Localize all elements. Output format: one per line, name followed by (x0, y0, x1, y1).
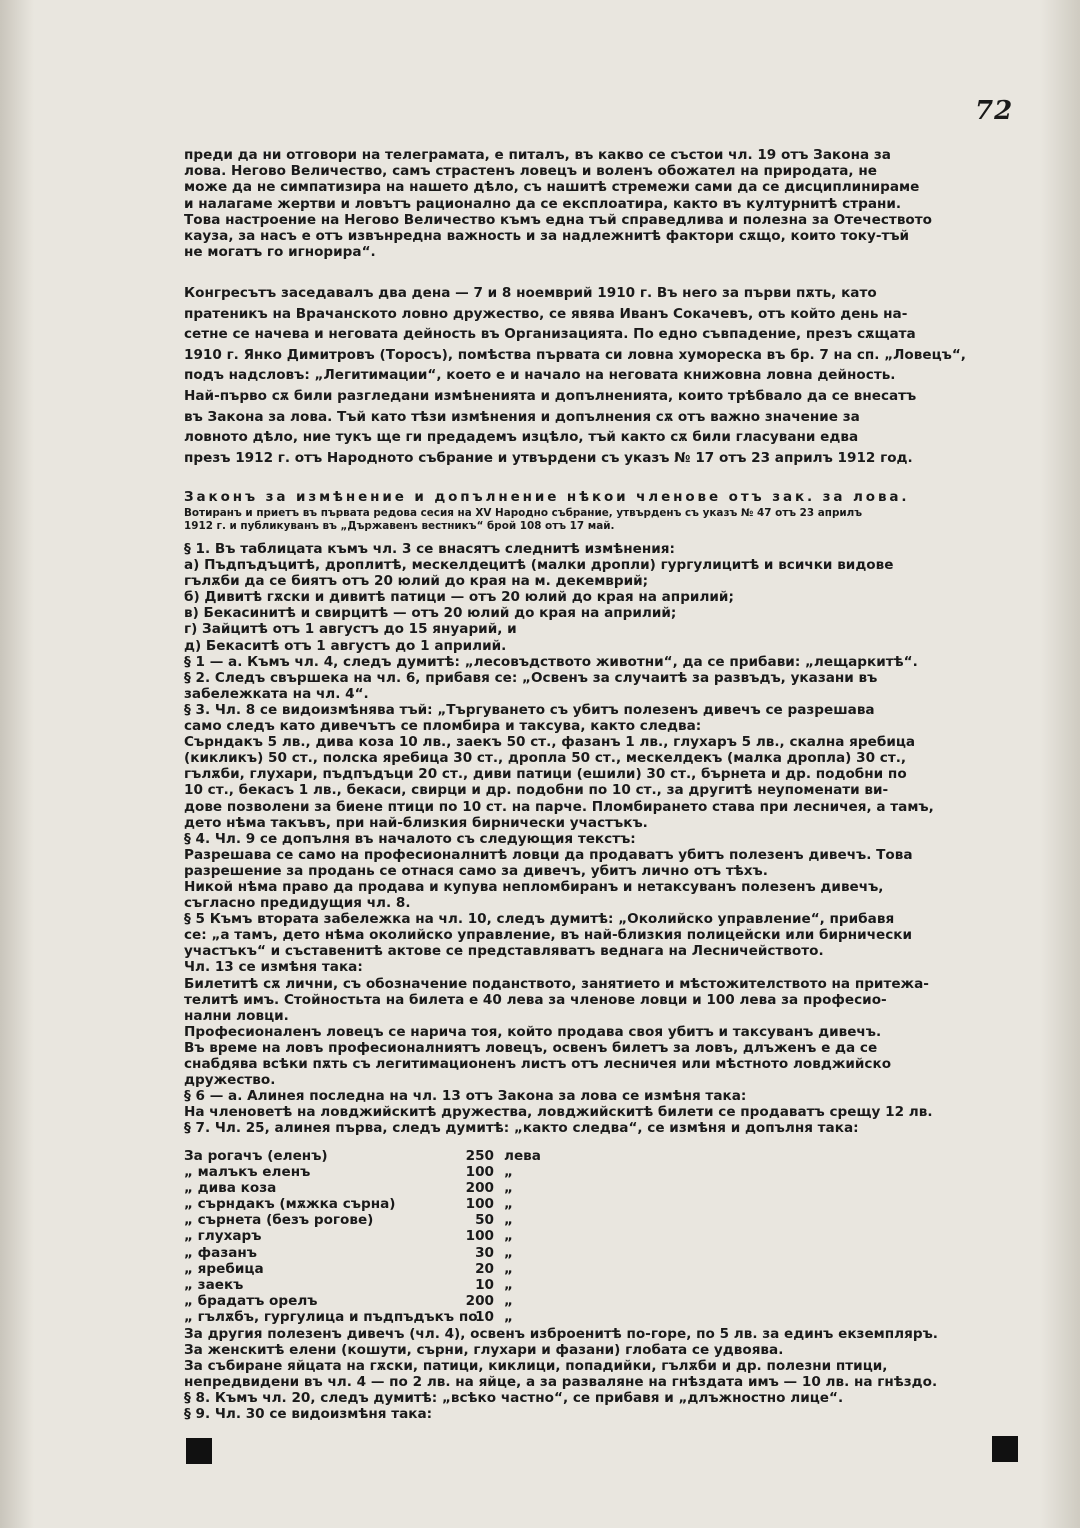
fee-unit: „ (504, 1164, 513, 1181)
text-line: лова. Негово Величество, самъ страстенъ ловецъ и воленъ обожател на природата, не (184, 163, 877, 180)
fee-row (184, 1309, 1014, 1325)
law-line: § 1 — а. Къмъ чл. 4, следъ думитѣ: „лесовъдството животни“, да се прибави: „лещаркитѣ“. (184, 653, 918, 670)
law-line: § 6 — а. Алинея последна на чл. 13 отъ Закона за лова се измѣня така: (184, 1088, 747, 1105)
law-line: (кикликъ) 50 ст., полска яребица 30 ст., дропла 50 ст., мескелдекъ (малка дропла) 30 ст., (184, 750, 907, 767)
text-line: 1910 г. Янко Димитровъ (Торосъ), помѣства първата си ловна хумореска въ бр. 7 на сп. „Ловецъ“, (184, 346, 966, 363)
law-line: се: „а тамъ, дето нѣма околийско управление, въ най-близкия полицейски или бирнически (184, 927, 913, 944)
law-line: § 8. Къмъ чл. 20, следъ думитѣ: „всѣко частно“, се прибавя и „длъжностно лице“. (184, 1390, 844, 1407)
text-line: Конгресътъ заседавалъ два дена — 7 и 8 ноемврий 1910 г. Въ него за първи пѫть, като (184, 285, 877, 301)
page-edge-left (0, 0, 34, 1528)
fee-value: 200 (465, 1292, 494, 1309)
law-line: гълѫби да се биятъ отъ 20 юлий до края на м. декемврий; (184, 573, 649, 590)
fee-table (184, 1148, 1014, 1325)
fee-name: „ глухаръ (184, 1228, 262, 1245)
fee-row (184, 1261, 1014, 1277)
law-line: б) Дивитѣ гѫски и дивитѣ патици — отъ 20 юлий до края на априлий; (184, 589, 734, 606)
fee-unit: „ (504, 1212, 513, 1229)
fee-unit: „ (504, 1292, 513, 1309)
fee-value: 50 (475, 1212, 494, 1229)
text-line: подъ надсловъ: „Легитимации“, което е и начало на неговата книжовна ловна дейность. (184, 367, 896, 384)
fee-name: „ брадатъ орелъ (184, 1292, 318, 1309)
fee-name: „ заекъ (184, 1276, 244, 1293)
law-line: телитѣ имъ. Стойностьта на билета е 40 лева за членове ловци и 100 лева за професио- (184, 991, 887, 1008)
fee-name: За рогачъ (еленъ) (184, 1148, 328, 1164)
text-line: сетне се начева и неговата дейность въ Организацията. По едно съвпадение, презъ сѫщата (184, 326, 916, 343)
law-line: За женскитѣ елени (кошути, сърни, глухари и фазани) глобата се удвоява. (184, 1342, 784, 1359)
law-line: § 2. Следъ свършека на чл. 6, прибавя се: „Освенъ за случаитѣ за развъдъ, указани въ (184, 669, 878, 686)
page-number: 72 (975, 96, 1014, 126)
fee-name: „ сърнета (безъ рогове) (184, 1212, 374, 1229)
law-line: § 5 Къмъ втората забележка на чл. 10, следъ думитѣ: „Околийско управление“, прибавя (184, 911, 895, 928)
law-line: § 7. Чл. 25, алинея първа, следъ думитѣ: „както следва“, се измѣня и допълня така: (184, 1120, 859, 1137)
text-line: преди да ни отговори на телеграмата, е питалъ, въ какво се състои чл. 19 отъ Закона за (184, 147, 891, 163)
text-line: кауза, за насъ е отъ извънредна важность и за надлежнитѣ фактори сѫщо, които току-тъй (184, 228, 910, 245)
law-line: в) Бекасинитѣ и свирцитѣ — отъ 20 юлий до края на априлий; (184, 605, 677, 622)
law-line: § 4. Чл. 9 се допълня въ началото съ следующия текстъ: (184, 830, 636, 847)
law-line: дружество. (184, 1072, 276, 1089)
law-line: § 1. Въ таблицата къмъ чл. 3 се внасятъ следнитѣ измѣнения: (184, 541, 675, 557)
law-line: снабдява всѣки пѫть съ легитимационенъ листъ отъ лесничея или мѣстното ловджийско (184, 1056, 892, 1072)
fee-value: 10 (475, 1308, 494, 1325)
fee-value: 100 (465, 1164, 494, 1181)
text-line: ловното дѣло, ние тукъ ще ги предадемъ изцѣло, тъй както сѫ били гласувани едва (184, 429, 859, 446)
fee-value: 100 (465, 1196, 494, 1213)
law-line: Сърндакъ 5 лв., дива коза 10 лв., заекъ 50 ст., фазанъ 1 лв., глухаръ 5 лв., скална яребица (184, 734, 916, 751)
text-line: Това настроение на Негово Величество къмъ една тъй справедлива и полезна за Отечеството (184, 211, 932, 228)
law-line: Билетитѣ сѫ лични, съ обозначение поданството, занятието и мѣстожителството на притежа- (184, 975, 929, 992)
fee-unit: „ (504, 1260, 513, 1277)
law-line: съгласно предидущия чл. 8. (184, 895, 411, 912)
text-line: Най-първо сѫ били разгледани измѣненията и допълненията, които трѣбвало да се внесатъ (184, 387, 917, 404)
law-line: Чл. 13 се измѣня така: (184, 959, 363, 976)
law-line: само следъ като дивечътъ се пломбира и таксува, както следва: (184, 718, 702, 735)
fee-row (184, 1180, 1014, 1196)
law-line: § 3. Чл. 8 се видоизмѣнява тъй: „Търгуването съ убитъ полезенъ дивечъ се разрешава (184, 701, 875, 718)
law-line: непредвидени въ чл. 4 — по 2 лв. на яйце, а за разваляне на гнѣздата имъ — 10 лв. на гнѣздо. (184, 1374, 938, 1391)
fee-unit: „ (504, 1228, 513, 1245)
fee-row (184, 1148, 1014, 1164)
law-line: а) Пъдпъдъцитѣ, дроплитѣ, мескелдецитѣ (малки дропли) гургулицитѣ и всички видове (184, 557, 894, 574)
fee-value: 10 (475, 1276, 494, 1293)
law-ending (184, 1326, 1014, 1423)
law-line: нални ловци. (184, 1007, 289, 1024)
fee-name: „ дива коза (184, 1180, 277, 1197)
text-line: може да не симпатизира на нашето дѣло, съ нашитѣ стремежи сами да се дисциплинираме (184, 179, 920, 196)
law-line: § 9. Чл. 30 се видоизмѣня така: (184, 1406, 433, 1423)
law-line: забележката на чл. 4“. (184, 685, 369, 702)
fee-unit: лева (504, 1148, 541, 1164)
subtitle-line: Вотиранъ и приетъ въ първата редова сесия на XV Народно събрание, утвърденъ съ указъ № 47 отъ 23 априлъ (184, 507, 863, 519)
fee-row (184, 1228, 1014, 1244)
law-line: г) Зайцитѣ отъ 1 августъ до 15 януарий, и (184, 621, 517, 638)
fee-unit: „ (504, 1180, 513, 1197)
law-line: гълѫби, глухари, пъдпъдъци 20 ст., диви патици (ешили) 30 ст., бърнета и др. подобни по (184, 766, 907, 783)
registration-mark-right (992, 1436, 1018, 1462)
law-subtitle (184, 507, 1014, 532)
law-line: дове позволени за биене птици по 10 ст. на парче. Пломбирането става при лесничея, а тамъ, (184, 798, 934, 815)
fee-unit: „ (504, 1244, 513, 1261)
text-line: и налагаме жертви и ловътъ рационално да се експлоатира, както въ културнитѣ страни. (184, 195, 902, 212)
registration-mark-left (186, 1438, 212, 1464)
fee-value: 100 (465, 1228, 494, 1245)
text-line: презъ 1912 г. отъ Народното събрание и утвърдени съ указъ № 17 отъ 23 априлъ 1912 год. (184, 449, 913, 466)
law-line: Въ време на ловъ професионалниятъ ловецъ, освенъ билетъ за ловъ, длъженъ е да се (184, 1039, 878, 1056)
fee-row (184, 1245, 1014, 1261)
law-line: Разрешава се само на професионалнитѣ ловци да продаватъ убитъ полезенъ дивечъ. Това (184, 846, 913, 863)
law-line: участъкъ“ и съставенитѣ актове се представляватъ веднага на Лесничейството. (184, 943, 824, 960)
law-line: 10 ст., бекасъ 1 лв., бекаси, свирци и др. подобни по 10 ст., за другитѣ неупоменати ви- (184, 782, 889, 799)
fee-unit: „ (504, 1196, 513, 1213)
fee-row (184, 1293, 1014, 1309)
fee-name: „ сърндакъ (мѫжка сърна) (184, 1196, 396, 1213)
fee-name: „ яребица (184, 1260, 264, 1277)
page-edge-right (1040, 0, 1080, 1528)
fee-row (184, 1277, 1014, 1293)
fee-name: „ фазанъ (184, 1244, 258, 1261)
law-title: Законъ за измѣнение и допълнение нѣкои членове отъ зак. за лова. (184, 489, 910, 505)
law-line: На членоветѣ на ловджийскитѣ дружества, ловджийскитѣ билети се продаватъ срещу 12 лв. (184, 1104, 933, 1121)
law-line: дето нѣма такъвъ, при най-близкия бирнически участъкъ. (184, 814, 648, 831)
fee-unit: „ (504, 1276, 513, 1293)
paragraph-telegram (184, 147, 1014, 260)
fee-row (184, 1212, 1014, 1228)
law-line: За другия полезенъ дивечъ (чл. 4), освенъ изброенитѣ по-горе, по 5 лв. за единъ екземпляръ. (184, 1326, 938, 1342)
fee-row (184, 1196, 1014, 1212)
subtitle-line: 1912 г. и публикуванъ въ „Държавенъ вестникъ“ брой 108 отъ 17 май. (184, 519, 615, 532)
law-line: разрешение за продань се отнася само за дивечъ, убитъ лично отъ тѣхъ. (184, 862, 768, 879)
fee-value: 20 (475, 1260, 494, 1277)
law-line: За събиране яйцата на гѫски, патици, киклици, попадийки, гълѫби и др. полезни птици, (184, 1358, 888, 1375)
law-line: Професионаленъ ловецъ се нарича тоя, който продава своя убитъ и таксуванъ дивечъ. (184, 1023, 882, 1040)
fee-value: 250 (465, 1148, 494, 1164)
paragraph-congress (184, 283, 1014, 468)
law-body (184, 541, 1014, 1136)
law-line: Никой нѣма право да продава и купува непломбиранъ и нетаксуванъ полезенъ дивечъ, (184, 878, 884, 895)
text-line: не могатъ го игнорира“. (184, 244, 376, 261)
fee-unit: „ (504, 1308, 513, 1325)
fee-name: „ гълѫбъ, гургулица и пъдпъдъкъ по (184, 1308, 478, 1325)
fee-value: 200 (465, 1180, 494, 1197)
fee-name: „ малъкъ еленъ (184, 1164, 311, 1181)
law-line: д) Бекаситѣ отъ 1 августъ до 1 априлий. (184, 637, 507, 654)
text-line: въ Закона за лова. Тъй като тѣзи измѣнения и допълнения сѫ отъ важно значение за (184, 408, 860, 425)
fee-value: 30 (475, 1244, 494, 1261)
fee-row (184, 1164, 1014, 1180)
text-line: пратеникъ на Врачанското ловно дружество, се явява Иванъ Сокачевъ, отъ който день на- (184, 305, 908, 322)
